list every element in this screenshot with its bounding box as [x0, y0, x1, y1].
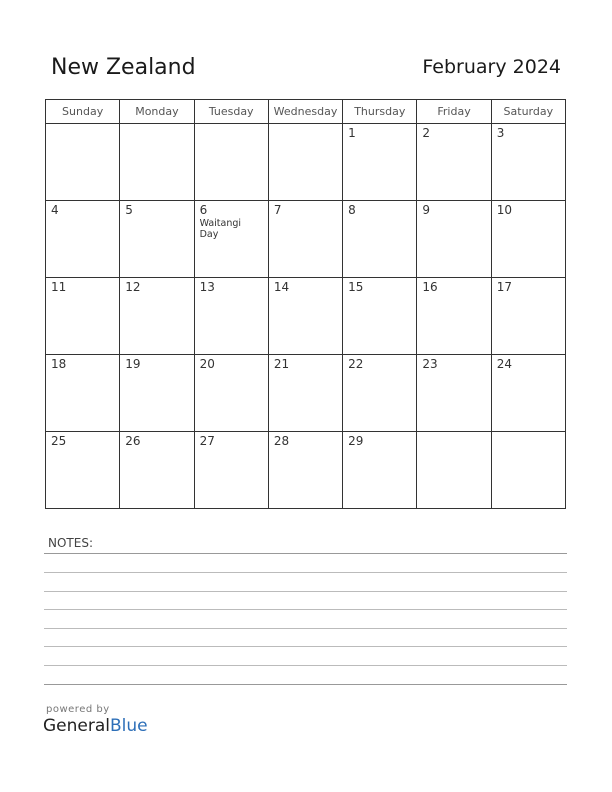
notes-line: [44, 572, 567, 573]
weekday-friday: Friday: [417, 100, 491, 124]
brand-logo-blue: Blue: [110, 716, 148, 736]
day-cell: [194, 278, 268, 355]
notes-line: [44, 646, 567, 647]
day-cell: [268, 355, 342, 432]
day-number: 11: [51, 280, 67, 294]
day-number: 23: [422, 357, 438, 371]
day-number: 24: [496, 357, 512, 371]
day-cell: [120, 201, 194, 278]
weekday-tuesday: Tuesday: [194, 100, 268, 124]
week-row: [46, 124, 566, 201]
day-cell: [491, 201, 565, 278]
day-number: 12: [125, 280, 141, 294]
day-cell: [46, 124, 120, 201]
week-row: [46, 278, 566, 355]
weekday-wednesday: Wednesday: [268, 100, 342, 124]
weekday-monday: Monday: [120, 100, 194, 124]
day-cell: [120, 124, 194, 201]
week-row: [46, 432, 566, 509]
day-number: 29: [348, 434, 364, 448]
weekday-thursday: Thursday: [343, 100, 417, 124]
notes-line: [44, 609, 567, 610]
day-number: 19: [125, 357, 141, 371]
weekday-saturday: Saturday: [491, 100, 565, 124]
day-number: 22: [348, 357, 364, 371]
day-cell: [46, 432, 120, 509]
day-cell: [343, 278, 417, 355]
notes-line: [44, 628, 567, 629]
holiday-label: Waitangi Day: [199, 218, 242, 240]
brand-logo-general: General: [43, 716, 110, 736]
notes-line: [44, 553, 567, 554]
day-number: 16: [422, 280, 438, 294]
notes-line: [44, 665, 567, 666]
day-number: 25: [51, 434, 67, 448]
day-cell: [417, 355, 491, 432]
calendar-grid: [45, 99, 566, 509]
day-cell: [417, 201, 491, 278]
day-number: 14: [273, 280, 290, 294]
day-cell: [120, 278, 194, 355]
day-cell: [491, 355, 565, 432]
day-cell: [268, 278, 342, 355]
weekday-sunday: Sunday: [46, 100, 120, 124]
day-cell: [491, 278, 565, 355]
day-number: 15: [348, 280, 364, 294]
day-cell: [194, 355, 268, 432]
day-cell: [194, 432, 268, 509]
day-number: 17: [496, 280, 512, 294]
weekday-header-row: [46, 100, 566, 124]
day-cell: [268, 124, 342, 201]
day-number: 4: [51, 203, 59, 217]
powered-by-text: powered by: [46, 704, 110, 715]
day-cell: [120, 432, 194, 509]
day-number: 7: [273, 203, 282, 217]
day-cell: [268, 432, 342, 509]
day-number: 20: [199, 357, 215, 371]
day-cell: [343, 355, 417, 432]
day-cell: [120, 355, 194, 432]
notes-line: [44, 591, 567, 592]
day-cell: [343, 201, 417, 278]
country-title: New Zealand: [51, 55, 196, 80]
day-cell: [343, 432, 417, 509]
day-number: 27: [199, 434, 215, 448]
day-number: 13: [199, 280, 215, 294]
day-cell: [46, 201, 120, 278]
day-number: 21: [273, 357, 290, 371]
day-cell: [491, 432, 565, 509]
day-cell: [46, 278, 120, 355]
day-number: 3: [496, 126, 505, 140]
day-cell: [417, 432, 491, 509]
day-number: 18: [51, 357, 67, 371]
notes-line: [44, 684, 567, 685]
brand-logo[interactable]: [43, 716, 148, 736]
day-number: 6: [199, 203, 208, 217]
day-cell: [46, 355, 120, 432]
day-number: 10: [496, 203, 512, 217]
day-number: 9: [422, 203, 431, 217]
day-cell: [194, 201, 268, 278]
day-number: 5: [125, 203, 133, 217]
week-row: [46, 355, 566, 432]
day-cell: [343, 124, 417, 201]
day-number: 28: [273, 434, 290, 448]
day-cell: [194, 124, 268, 201]
day-cell: [268, 201, 342, 278]
day-number: 2: [422, 126, 431, 140]
day-number: 8: [348, 203, 356, 217]
day-number: 1: [348, 126, 356, 140]
week-row: [46, 201, 566, 278]
day-cell: [417, 278, 491, 355]
day-cell: [417, 124, 491, 201]
day-cell: [491, 124, 565, 201]
month-year-title: February 2024: [422, 56, 561, 78]
day-number: 26: [125, 434, 141, 448]
notes-label: NOTES:: [48, 536, 93, 550]
